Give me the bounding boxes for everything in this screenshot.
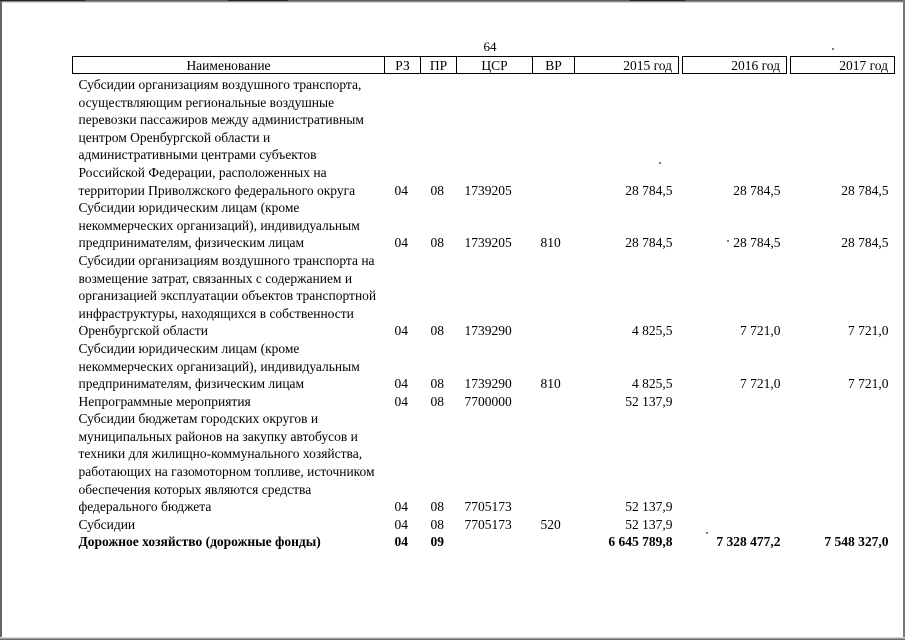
- row-vr: 810: [540, 235, 561, 251]
- row-2017: 28 784,5: [841, 235, 889, 251]
- row-2015: 28 784,5: [625, 182, 673, 198]
- table-row: [73, 410, 895, 516]
- row-pr: 08: [430, 235, 444, 251]
- row-pr: 08: [430, 182, 444, 198]
- table-row: [73, 516, 895, 534]
- row-2016: 28 784,5: [733, 182, 781, 198]
- row-vr: 810: [540, 376, 561, 392]
- row-2015: 52 137,9: [625, 499, 673, 515]
- row-rz: 04: [394, 182, 408, 198]
- header-pr: ПР: [421, 57, 457, 74]
- scan-edge-top: [0, 0, 905, 3]
- row-2016: 28 784,5: [733, 235, 781, 251]
- table-row: [73, 340, 895, 393]
- row-vr: [533, 393, 575, 411]
- row-name: Дорожное хозяйство (дорожные фонды): [78, 534, 321, 550]
- page-number: 64: [483, 39, 497, 54]
- row-2017: 7 721,0: [848, 376, 889, 392]
- row-2016: 7 721,0: [740, 323, 781, 339]
- row-rz: 04: [394, 376, 408, 392]
- row-csr: [457, 533, 533, 551]
- row-pr: 08: [430, 393, 444, 409]
- row-rz: 04: [394, 235, 408, 251]
- row-vr: [533, 410, 575, 516]
- row-2016: [683, 410, 787, 516]
- row-name: Субсидии юридическим лицам (кроме некоммерческих организаций), индивидуальным предпринимателям, физическим лицам: [78, 200, 360, 251]
- budget-table: [72, 56, 895, 551]
- row-2015: 52 137,9: [625, 516, 673, 532]
- row-pr: 08: [430, 323, 444, 339]
- table-row: [73, 393, 895, 411]
- table-row: [73, 252, 895, 340]
- row-rz: 04: [394, 499, 408, 515]
- row-2017: [791, 410, 895, 516]
- row-name: Непрограммные мероприятия: [78, 393, 251, 409]
- row-name: Субсидии бюджетам городских округов и муниципальных районов на закупку автобусов и техники для жилищно-коммунального хозяйства, работающих на газомоторном топливе, источником обеспечения которых являются средства федерального бюджета: [78, 411, 375, 515]
- row-rz: 04: [394, 534, 408, 550]
- header-rz: РЗ: [385, 57, 421, 74]
- scan-edge-left: [0, 0, 2, 640]
- scan-speck: [706, 532, 708, 534]
- row-pr: 08: [430, 516, 444, 532]
- row-2015: 4 825,5: [632, 323, 673, 339]
- row-pr: 09: [430, 534, 444, 550]
- row-name: Субсидии организациям воздушного транспорта на возмещение затрат, связанных с содержанием и организацией эксплуатации объектов транспортной инфраструктуры, находящихся в собственности Оренбургской области: [78, 252, 377, 339]
- scan-speck: [659, 162, 661, 164]
- scan-mark: [0, 0, 85, 1]
- row-csr: 7700000: [464, 393, 512, 409]
- scan-mark: [630, 0, 685, 1]
- row-2015: 4 825,5: [632, 376, 673, 392]
- row-rz: 04: [394, 393, 408, 409]
- row-csr: 1739205: [464, 182, 512, 198]
- header-csr: ЦСР: [457, 57, 533, 74]
- row-pr: 08: [430, 499, 444, 515]
- row-vr: [533, 533, 575, 551]
- row-2016: 7 328 477,2: [716, 534, 781, 550]
- row-2017: 7 548 327,0: [824, 534, 889, 550]
- row-vr: [533, 74, 575, 200]
- row-2017: [791, 393, 895, 411]
- header-name: Наименование: [73, 57, 385, 74]
- row-2016: [683, 393, 787, 411]
- header-2016: 2016 год: [683, 57, 787, 74]
- row-2016: [683, 516, 787, 534]
- row-csr: 1739290: [464, 376, 512, 392]
- row-csr: 1739290: [464, 323, 512, 339]
- header-vr: ВР: [533, 57, 575, 74]
- row-2015: 28 784,5: [625, 235, 673, 251]
- row-vr: [533, 252, 575, 340]
- table-row: [73, 199, 895, 252]
- row-csr: 7705173: [464, 516, 512, 532]
- row-csr: 7705173: [464, 499, 512, 515]
- row-2015: 6 645 789,8: [608, 534, 673, 550]
- header-2017: 2017 год: [791, 57, 895, 74]
- scan-mark: [228, 0, 288, 1]
- table-row: [73, 533, 895, 551]
- table-body: [73, 74, 895, 552]
- scan-speck: [832, 48, 834, 50]
- row-rz: 04: [394, 516, 408, 532]
- row-2017: [791, 516, 895, 534]
- row-name: Субсидии юридическим лицам (кроме некоммерческих организаций), индивидуальным предпринимателям, физическим лицам: [78, 340, 360, 392]
- row-csr: 1739205: [464, 235, 512, 251]
- row-vr: 520: [540, 516, 561, 532]
- row-name: Субсидии организациям воздушного транспорта, осуществляющим региональные воздушные перевозки пассажиров между административным центром Оренбургской области и административными центрами субъектов Российской Федерации, расположенных на территории Приволжского федерального округа: [78, 77, 364, 198]
- table-row: [73, 74, 895, 200]
- row-rz: 04: [394, 323, 408, 339]
- table-header-row: [73, 57, 895, 74]
- row-2016: 7 721,0: [740, 376, 781, 392]
- row-2017: 7 721,0: [848, 323, 889, 339]
- row-2015: 52 137,9: [625, 393, 673, 409]
- row-name: Субсидии: [78, 516, 136, 532]
- row-2017: 28 784,5: [841, 182, 889, 198]
- header-2015: 2015 год: [575, 57, 679, 74]
- row-pr: 08: [430, 376, 444, 392]
- scan-speck: [727, 240, 729, 242]
